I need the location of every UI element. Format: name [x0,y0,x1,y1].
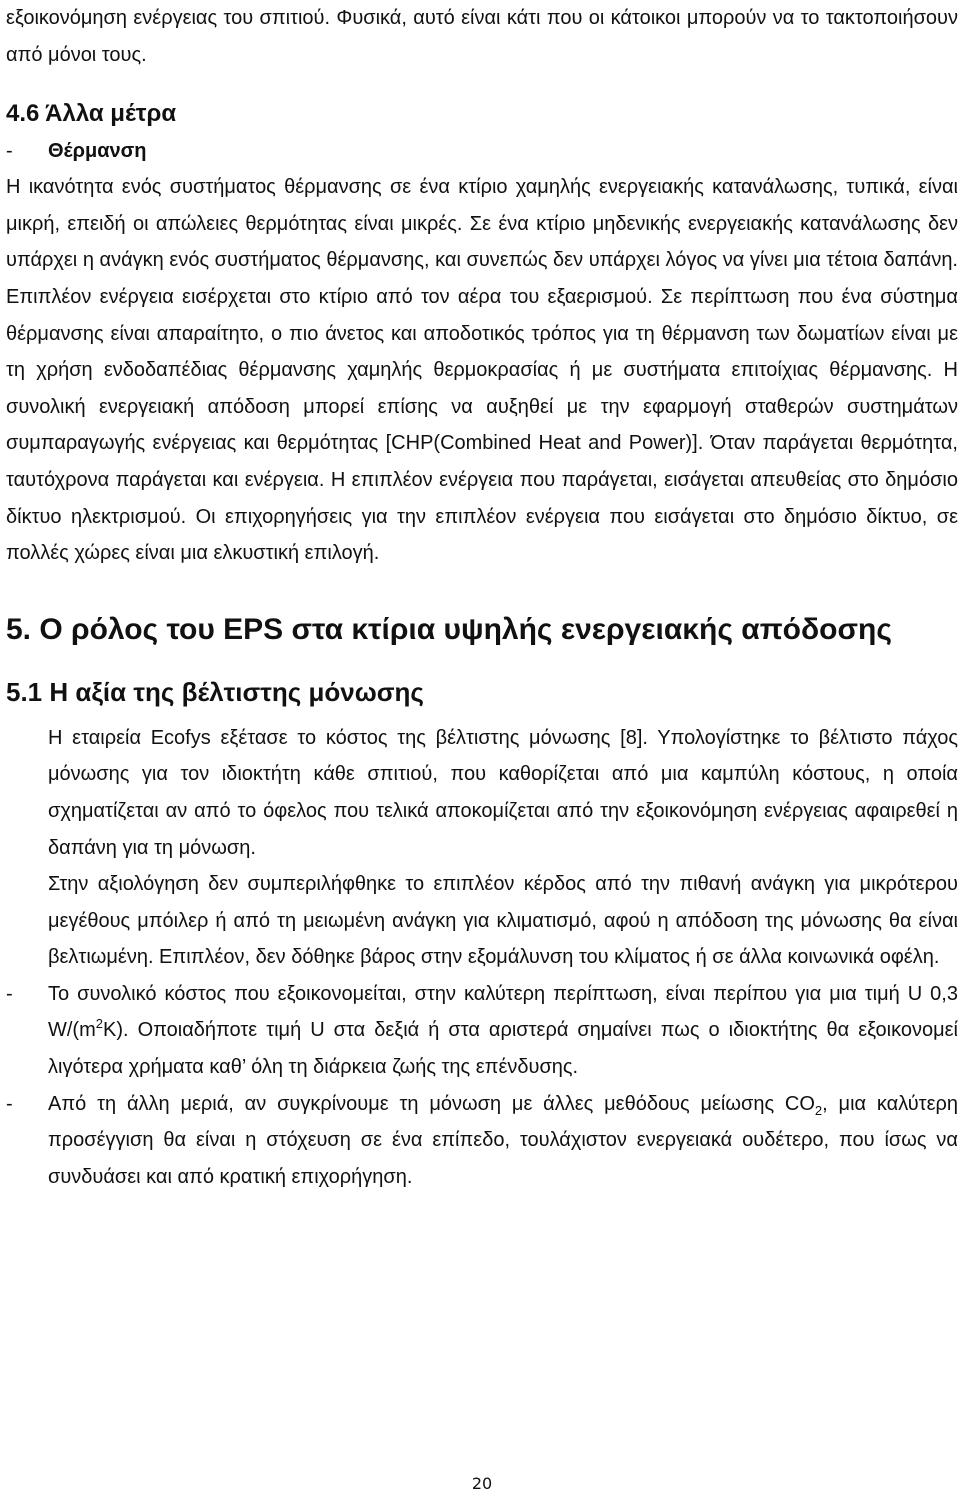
bullet-dash: - [6,1092,13,1115]
section-4-6-heading: 4.6 Άλλα μέτρα [6,100,177,128]
bullet-item-co2 [6,1086,958,1196]
page-number: 20 [471,1474,493,1493]
heating-item-heading [6,133,958,169]
heating-item-title: Θέρμανση [48,140,147,163]
bullet-co2-subscript: 2 [814,1102,823,1118]
insulation-paragraph-1: Η εταιρεία Ecofys εξέτασε το κόστος της βέλτιστης μόνωσης [8]. Υπολογίστηκε το βέλτιστο πάχος μόνωσης για τον ιδιοκτήτη κάθε σπιτιού, που καθορίζεται από μια καμπύλη κόστους, η οποία σχηματίζεται αν από το όφελος που τελικά αποκομίζεται από την εξοικονόμηση ενέργειας αφαιρεθεί η δαπάνη για τη μόνωση. [48,726,958,859]
section-5-heading: 5. Ο ρόλος του EPS στα κτίρια υψηλής ενεργειακής απόδοσης [6,612,892,646]
bullet-cost-superscript: 2 [95,1015,103,1031]
bullet-cost-text-b: K). Οποιαδήποτε τιμή U στα δεξιά ή στα αριστερά σημαίνει πως ο ιδιοκτήτης θα εξοικονομεί λιγότερα χρήματα καθ’ όλη τη διάρκεια ζωής της επένδυσης. [48,1019,958,1079]
document-page [6,0,958,1499]
item-dash: - [6,140,13,163]
bullet-cost-text-a: Το συνολικό κόστος που εξοικονομείται, στην καλύτερη περίπτωση, είναι περίπου για μια τιμή U 0,3 W/(m [48,982,958,1042]
insulation-paragraph-2: Στην αξιολόγηση δεν συμπεριλήφθηκε το επιπλέον κέρδος από την πιθανή ανάγκη για μικρότερου μεγέθους μπόιλερ ή από τη μειωμένη ανάγκη για κλιματισμό, αφού η απόδοση της μόνωσης θα είναι βελτιωμένη. Επιπλέον, δεν δόθηκε βάρος στην εξομάλυνση του κλίματος ή σε άλλα κοινωνικά οφέλη. [48,873,958,969]
bullet-item-cost [6,976,958,1086]
bullet-dash: - [6,982,13,1005]
heating-paragraph: Η ικανότητα ενός συστήματος θέρμανσης σε ένα κτίριο χαμηλής ενεργειακής κατανάλωσης, τυπικά, είναι μικρή, επειδή οι απώλειες θερμότητας είναι μικρές. Σε ένα κτίριο μηδενικής ενεργειακής κατανάλωσης δεν υπάρχει η ανάγκη ενός συστήματος θέρμανσης, και συνεπώς δεν υπάρχει λόγος να γίνει μια τέτοια δαπάνη. Επιπλέον ενέργεια εισέρχεται στο κτίριο από τον αέρα του εξαερισμού. Σε περίπτωση που ένα σύστημα θέρμανσης είναι απαραίτητο, ο πιο άνετος και αποδοτικός τρόπος για τη θέρμανση των δωματίων είναι με τη χρήση ενδοδαπέδιας θέρμανσης χαμηλής θερμοκρασίας ή με συστήματα επιτοίχιας θέρμανσης. Η συνολική ενεργειακή απόδοση μπορεί επίσης να αυξηθεί με την εφαρμογή σταθερών συστημάτων συμπαραγωγής ενέργειας και θερμότητας [CHP(Combined Heat and Power)]. Όταν παράγεται θερμότητα, ταυτόχρονα παράγεται και ενέργεια. Η επιπλέον ενέργεια που παράγεται, εισάγεται απευθείας στο δημόσιο δίκτυο ηλεκτρισμού. Οι επιχορηγήσεις για την επιπλέον ενέργεια που εισάγεται στο δημόσιο δίκτυο, σε πολλές χώρες είναι μια ελκυστική επιλογή. [6,176,958,565]
section-5-1-heading: 5.1 Η αξία της βέλτιστης μόνωσης [6,676,424,707]
bullet-co2-text-b: , μια καλύτερη προσέγγιση θα είναι η στόχευση σε ένα επίπεδο, τουλάχιστον ενεργειακά ουδέτερο, που ίσως να συνδυάσει και από κρατική επιχορήγηση. [48,1092,958,1188]
bullet-co2-text-a: Από τη άλλη μεριά, αν συγκρίνουμε τη μόνωση με άλλες μεθόδους μείωσης CO [48,1092,815,1115]
intro-paragraph: εξοικονόμηση ενέργειας του σπιτιού. Φυσικά, αυτό είναι κάτι που οι κάτοικοι μπορούν να το τακτοποιήσουν από μόνοι τους. [6,7,958,66]
